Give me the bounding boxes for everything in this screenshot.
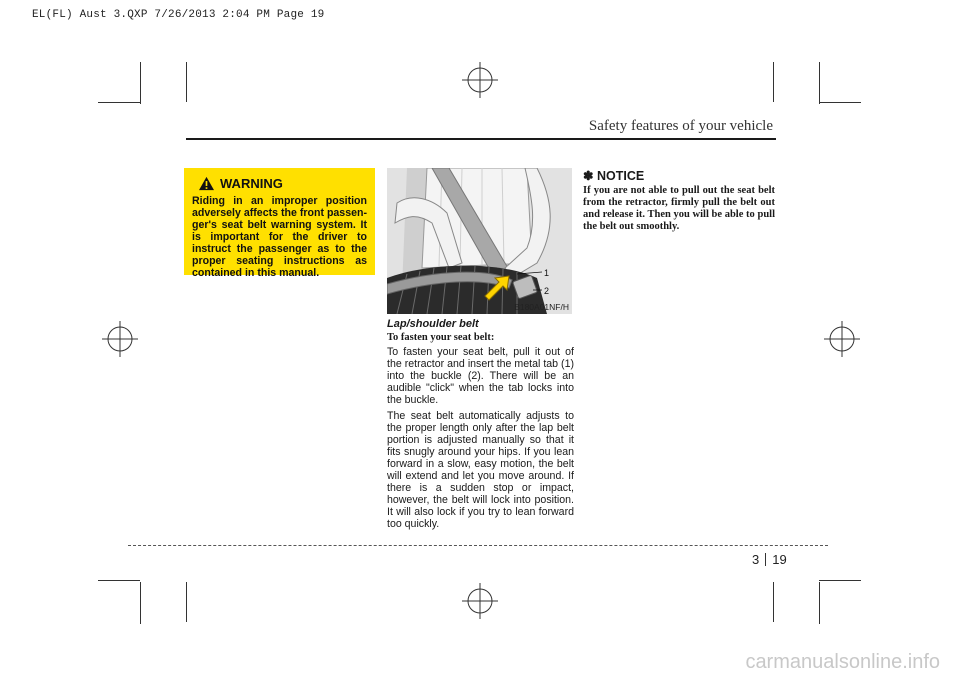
notice-text: If you are not able to pull out the seat belt from the retractor, firmly pull the belt out and release it. Then you will be able to pull the belt out smoothly.: [583, 185, 775, 232]
body-paragraph: The seat belt automatically adjusts to the proper length only after the lap belt portion is adjusted manually so that it fits snugly around your hips. If you lean forward in a slow, easy motion, the belt will extend and let you move around. If there is a sudden stop or impact, however, the belt will lock into position. It will also lock if you try to lean forward too quickly.: [387, 410, 574, 530]
warning-header: [198, 176, 367, 191]
subheading: To fasten your seat belt:: [387, 332, 495, 343]
notice-block: [583, 168, 775, 233]
body-paragraph: To fasten your seat belt, pull it out of the retractor and insert the metal tab (1) into the buckle (2). There will be an audible "click" when the tab locks into the buckle.: [387, 346, 574, 406]
figure-caption: Lap/shoulder belt: [387, 318, 479, 330]
print-slug: EL(FL) Aust 3.QXP 7/26/2013 2:04 PM Page 19: [32, 9, 325, 21]
chapter-number: 3: [752, 552, 760, 567]
notice-heading: [583, 168, 775, 183]
page-number: [752, 552, 787, 567]
seat-belt-illustration: [387, 168, 572, 314]
callout-2: 2: [544, 286, 550, 296]
warning-box: [184, 168, 375, 279]
watermark: carmanualsonline.info: [745, 651, 940, 673]
header-rule: [186, 138, 776, 140]
body-column: [387, 318, 574, 534]
warning-title: WARNING: [220, 176, 283, 191]
notice-symbol-icon: ✽: [583, 169, 594, 183]
figure-code: B180A01NF/H: [514, 302, 569, 312]
section-title: Safety features of your vehicle: [588, 118, 773, 134]
warning-triangle-icon: [198, 176, 215, 191]
warning-text: Riding in an improper position adversely affects the front passenger's seat belt warning system. It is important for the driver to instruct the passenger as to the proper seating instructions as contained in this manual.: [192, 195, 367, 279]
footer-rule: [128, 545, 828, 546]
page-number-divider: [765, 553, 766, 566]
page-number-value: 19: [772, 552, 787, 567]
callout-1: 1: [544, 268, 550, 278]
notice-title: NOTICE: [596, 169, 645, 183]
